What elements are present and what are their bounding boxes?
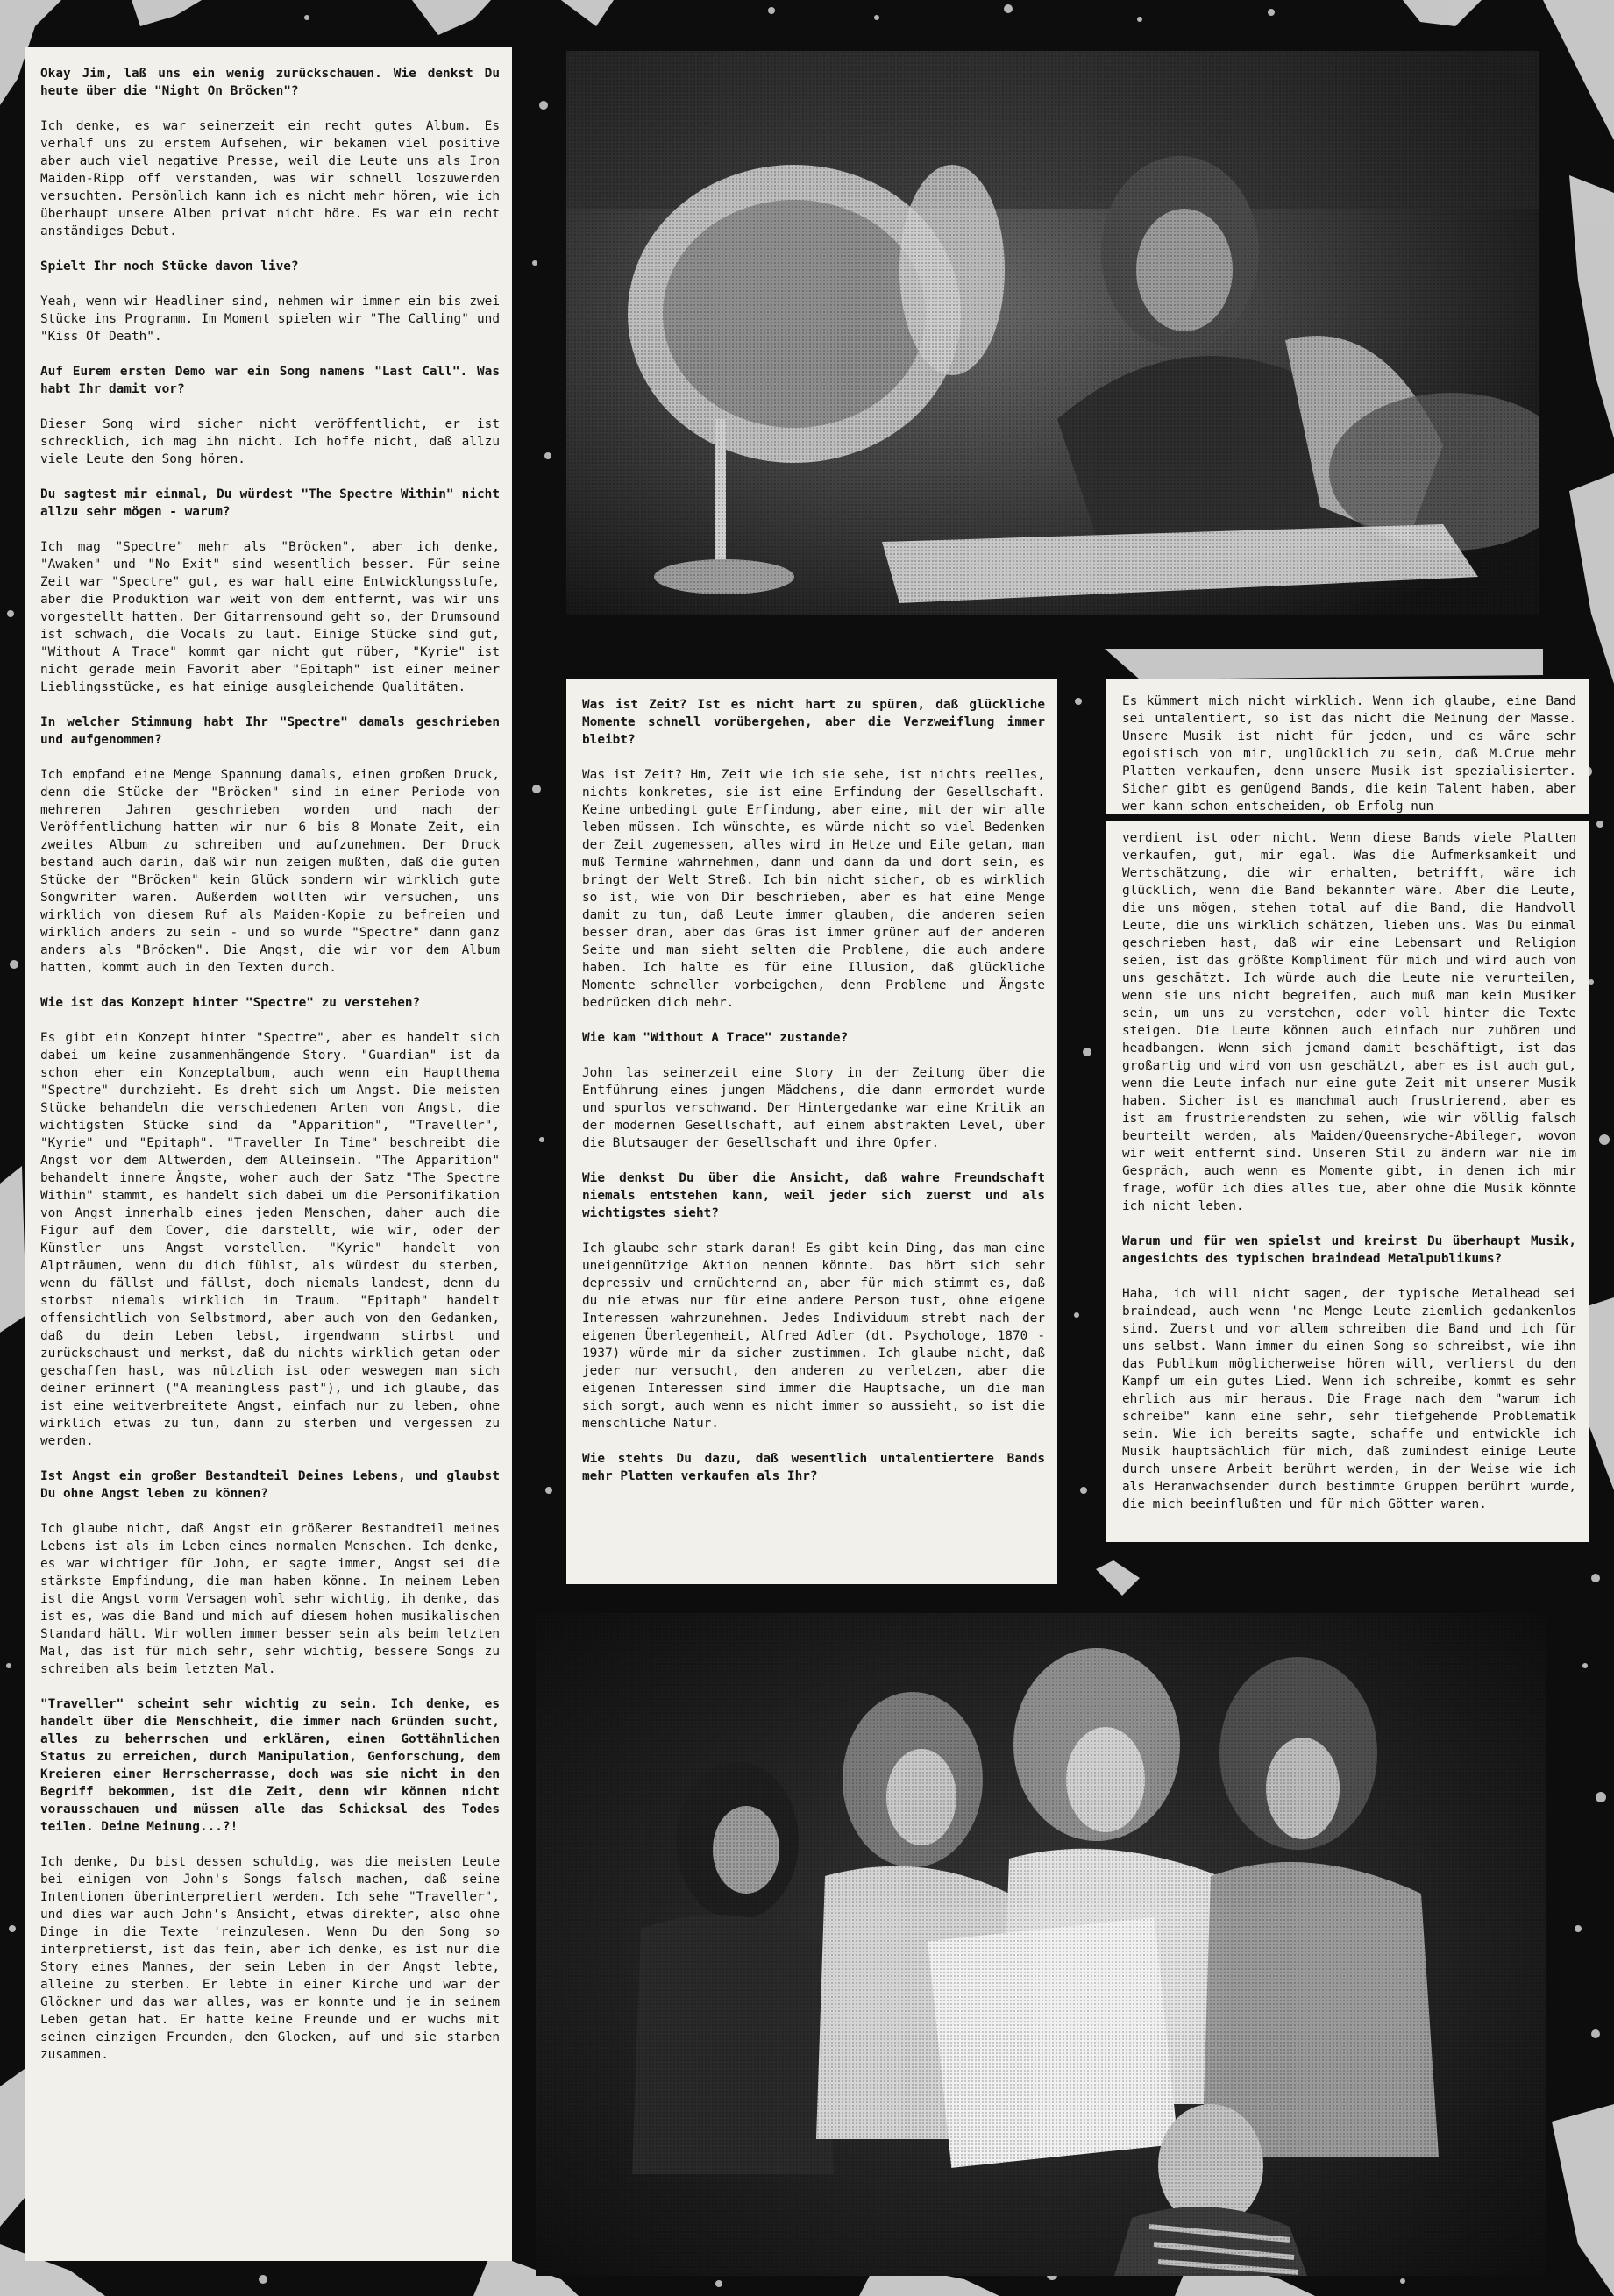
interview-answer: John las seinerzeit eine Story in der Zeitung über die Entführung eines jungen Mädchens, die dann ermordet wurde und spurlos verschwand. Der Hintergedanke war eine Kritik an der modernen Gesellschaft, auf einem abstrakten Level, über die Blutsauger der Gesellschaft und ihre Opfer. xyxy=(582,1066,1045,1150)
drummer-photo xyxy=(566,51,1539,615)
interview-question: Wie ist das Konzept hinter "Spectre" zu verstehen? xyxy=(40,996,421,1010)
interview-question: Was ist Zeit? Ist es nicht hart zu spüren, daß glückliche Momente schnell vorübergehen, aber die Verzweiflung immer bleibt? xyxy=(582,698,1045,747)
interview-answer: verdient ist oder nicht. Wenn diese Bands viele Platten verkaufen, gut, mir egal. Was die Aufmerksamkeit und Wertschätzung, die wir erhalten, betrifft, wäre ich glücklich, wenn die Band bekannter wäre. Aber die Leute, die uns mögen, stehen total auf die Band, die Handvoll Leute, die uns wirklich schätzen, lieben uns. Was Du einmal geschrieben hast, daß wir eine Lebensart und Religion seien, ist das größte Kompliment für mich und wird auch von uns geschätzt. Ich würde auch die Leute nie verurteilen, wenn sie uns nicht begreifen, auch muß man kein Musiker sein, um uns zu verstehen, oder voll hinter die Texte steigen. Die Leute können auch einfach nur zuhören und headbangen. Wenn sich jemand damit beschäftigt, ist das großartig und wird von usn geschätzt, aber es ist auch gut, wenn die Leute infach nur eine gute Zeit mit unserer Musik haben. Sicher ist es manchmal auch frustrierend, aber es ist am frustrierendsten zu sehen, wie wir völlig falsch beurteilt werden, als Maiden/Queensryche-Abileger, wovon wir weit entfernt sind. Unseren Stil zu ändern war nie im Gespräch, auch wenn es Momente gibt, in denen ich mir frage, wofür ich dies alles tue, aber ohne die Musik könnte ich nicht leben. xyxy=(1122,831,1576,1213)
interview-answer: Ich glaube nicht, daß Angst ein größerer Bestandteil meines Lebens ist als im Leben eines normalen Menschen. Ich denke, es war wichtiger für John, er sagte immer, Angst sei die stärkste Empfindung, die man haben könne. In meinem Leben ist die Angst vorm Versagen wohl sehr wichtig, ih denke, das ist es, was die Band und mich auf diesem hohen musikalischen Standard hält. Wir wollen immer besser sein als beim letzten Mal, das ist für mich sehr, sehr wichtig, bessere Songs zu schreiben als beim letzten Mal. xyxy=(40,1522,500,1676)
interview-question: In welcher Stimmung habt Ihr "Spectre" damals geschrieben und aufgenommen? xyxy=(40,715,500,747)
interview-answer: Es kümmert mich nicht wirklich. Wenn ich glaube, eine Band sei untalentiert, so ist das nicht die Meinung der Masse. Unsere Musik ist nicht für jeden, und es wäre sehr egoistisch von mir, unglücklich zu sein, daß M.Crue mehr Platten verkaufen, denn unsere Musik ist spezialisierter. Sicher gibt es genügend Bands, die kein Talent haben, aber wer kann schon entscheiden, ob Erfolg nun xyxy=(1122,694,1576,814)
interview-column-right-bottom xyxy=(1106,821,1589,1542)
interview-question: "Traveller" scheint sehr wichtig zu sein. Ich denke, es handelt über die Menschheit, die immer nach Gründen sucht, alles zu beherrschen und erklären, einen Gottähnlichen Status zu erreichen, durch Manipulation, Genforschung, dem Kreieren einer Herrscherrasse, doch was sie nicht in den Begriff bekommen, ist die Zeit, denn wir können nicht vorausschauen und müssen alle das Schicksal des Todes teilen. Deine Meinung...?! xyxy=(40,1697,500,1834)
band-photo xyxy=(536,1613,1546,2276)
band-photo-image xyxy=(536,1613,1546,2276)
interview-answer: Ich glaube sehr stark daran! Es gibt kein Ding, das man eine uneigennützige Aktion nennen könnte. Das hört sich sehr depressiv und ernüchternd an, aber für mich stimmt es, daß du nie etwas nur für eine andere Person tust, ohne eigene Interessen wahrzunehmen. Jedes Individuum strebt nach der eigenen Überlegenheit, Alfred Adler (dt. Psychologe, 1870 - 1937) würde mir da sicher zustimmen. Ich glaube nicht, daß jeder nur versucht, den anderen zu verletzen, aber die eigenen Interessen sind immer die Hauptsache, um die man sich sorgt, auch wenn es nicht immer so aussieht, so ist die menschliche Natur. xyxy=(582,1241,1045,1431)
drummer-photo-image xyxy=(566,51,1539,615)
interview-answer: Ich denke, es war seinerzeit ein recht gutes Album. Es verhalf uns zu erstem Aufsehen, wir bekamen viel positive aber auch viel negative Presse, weil die Leute uns als Iron Maiden-Ripp off verstanden, was wir schnell loszuwerden versuchten. Persönlich kann ich es nicht mehr hören, wie ich überhaupt unsere Alben privat nicht höre. Es war ein recht anständiges Debut. xyxy=(40,119,500,238)
interview-answer: Ich mag "Spectre" mehr als "Bröcken", aber ich denke, "Awaken" und "No Exit" sind wesentlich besser. Für seine Zeit war "Spectre" gut, es war halt eine Entwicklungsstufe, aber die Produktion war weit von dem entfernt, was wir uns vorgestellt hatten. Der Gitarrensound geht so, der Drumsound ist schwach, die Vocals zu laut. Einige Stücke sind gut, "Without A Trace" kommt gar nicht gut rüber, "Kyrie" ist nicht gerade mein Favorit aber "Epitaph" ist einer meiner Lieblingsstücke, es hat einige ausgleichende Qualitäten. xyxy=(40,540,500,694)
interview-question: Spielt Ihr noch Stücke davon live? xyxy=(40,259,299,274)
interview-answer: Es gibt ein Konzept hinter "Spectre", aber es handelt sich dabei um keine zusammenhängende Story. "Guardian" ist da schon eher ein Konzeptalbum, auch wenn ein Hauptthema "Spectre" durchzieht. Es dreht sich um Angst. Die meisten Stücke behandeln die verschiedenen Arten von Angst, die wichtigsten Stücke sind da "Apparition", "Traveller", "Kyrie" und "Epitaph". "Traveller In Time" beschreibt die Angst vor dem Altwerden, dem Alleinsein. "The Apparition" behandelt innere Ängste, woher auch der Satz "The Spectre Within" stammt, es handelt sich dabei um die Personifikation von Angst innerhalb eines jeden Menschen, daher auch die Figur auf dem Cover, die darstellt, wie wir, oder der Künstler uns Angst vorstellen. "Kyrie" handelt von Alpträumen, wenn du dich fühlst, als würdest du sterben, wenn du fällst und fällst, doch niemals landest, denn du storbst niemals wirklich im Traum. "Epitaph" handelt offensichtlich von Selbstmord, aber auch von den Gedanken, daß du dein Leben lebst, irgendwann stirbst und zurückschaust und merkst, daß du nichts wirklich getan oder geschaffen hast, was nützlich ist oder weswegen man sich deiner erinnert ("A meaningless past"), und ich glaube, das ist eine weitverbreitete Angst, einfach nur zu leben, ohne wirklich etwas zu tun, dann zu sterben und vergessen zu werden. xyxy=(40,1031,500,1448)
interview-question: Ist Angst ein großer Bestandteil Deines Lebens, und glaubst Du ohne Angst leben zu können? xyxy=(40,1469,500,1501)
interview-question: Wie stehts Du dazu, daß wesentlich untalentiertere Bands mehr Platten verkaufen als Ihr? xyxy=(582,1452,1045,1483)
interview-answer: Dieser Song wird sicher nicht veröffentlicht, er ist schrecklich, ich mag ihn nicht. Ich hoffe nicht, daß allzu viele Leute den Song hören. xyxy=(40,417,500,466)
interview-question: Warum und für wen spielst und kreirst Du überhaupt Musik, angesichts des typischen braindead Metalpublikums? xyxy=(1122,1234,1576,1266)
interview-answer: Ich denke, Du bist dessen schuldig, was die meisten Leute bei einigen von John's Songs falsch machen, daß seine Intentionen überinterpretiert werden. Ich sehe "Traveller", und dies war auch John's Ansicht, etwas direkter, also ohne Dinge in die Texte 'reinzulesen. Wenn Du den Song so interpretierst, ist das fein, aber ich denke, es ist nur die Story eines Mannes, der sein Leben in der Angst lebte, alleine zu sterben. Er lebte in einer Kirche und war der Glöckner und das war alles, was er konnte und je in seinem Leben getan hat. Er hatte keine Freunde und er wuchs mit seinen einzigen Freunden, den Glocken, auf und sie starben zusammen. xyxy=(40,1855,500,2062)
interview-answer: Ich empfand eine Menge Spannung damals, einen großen Druck, denn die Stücke der "Bröcken" sind in einer Periode von mehreren Jahren geschrieben worden und nach der Veröffentlichung hatten wir nur 6 bis 8 Monate Zeit, ein zweites Album zu schreiben und aufzunehmen. Der Druck bestand auch darin, daß wir nun zeigen mußten, daß die guten Stücke der "Bröcken" kein Glück sondern wir wirklich gute Songwriter waren. Außerdem wollten wir versuchen, uns wirklich von diesem Ruf als Maiden-Kopie zu befreien und wirklich anders zu sein - und so wurde "Spectre" dann ganz anders als "Bröcken". Die Angst, die wir vor dem Album hatten, kommt auch in den Texten durch. xyxy=(40,768,500,975)
interview-answer: Yeah, wenn wir Headliner sind, nehmen wir immer ein bis zwei Stücke ins Programm. Im Moment spielen wir "The Calling" und "Kiss Of Death". xyxy=(40,295,500,344)
interview-question: Auf Eurem ersten Demo war ein Song namens "Last Call". Was habt Ihr damit vor? xyxy=(40,365,500,396)
interview-column-middle xyxy=(566,679,1057,1584)
interview-answer: Was ist Zeit? Hm, Zeit wie ich sie sehe, ist nichts reelles, nichts konkretes, sie ist eine Erfindung der Gesellschaft. Keine unbedingt gute Erfindung, aber eine, mit der wir alle leben müssen. Ich wünschte, es würde nicht so viel Bedenken der Zeit zugemessen, alles wird in Hetze und Eile getan, man muß Termine wahrnehmen, dann und dann da und dort sein, es bringt der Welt Streß. Ich bin nicht sicher, ob es wirklich so ist, wie von Dir beschrieben, aber es hat eine Menge damit zu tun, daß Leute immer glauben, die anderen seien besser dran, aber das Gras ist immer grüner auf der anderen Seite und man sieht selten die Probleme, die auch andere haben. Ich halte es für eine Illusion, daß glückliche Momente schneller vorbeigehen, denn Probleme und Ängste bedrücken dich mehr. xyxy=(582,768,1045,1010)
interview-question: Wie denkst Du über die Ansicht, daß wahre Freundschaft niemals entstehen kann, weil jeder sich zuerst und als wichtigstes sieht? xyxy=(582,1171,1045,1220)
interview-question: Okay Jim, laß uns ein wenig zurückschauen. Wie denkst Du heute über die "Night On Bröcken"? xyxy=(40,67,500,98)
interview-question: Du sagtest mir einmal, Du würdest "The Spectre Within" nicht allzu sehr mögen - warum? xyxy=(40,487,500,519)
interview-answer: Haha, ich will nicht sagen, der typische Metalhead sei braindead, auch wenn 'ne Menge Leute ziemlich gedankenlos sind. Zuerst und vor allem schreiben die Band und ich für uns selbst. Wann immer du einen Song so schreibst, wie ihn das Publikum möglicherweise hören will, verlierst du den Kampf um ein gutes Lied. Wenn ich schreibe, kommt es sehr ehrlich aus mir heraus. Die Frage nach dem "warum ich schreibe" kann eine sehr, sehr tiefgehende Problematik sein. Wie ich bereits sagte, schaffe und entwickle ich Musik hauptsächlich für mich, daß zumindest einige Leute durch unsere Arbeit berührt werden, in der Weise wie ich als Heranwachsender durch bestimmte Gruppen berührt wurde, die mich beeinflußten und für mich Götter waren. xyxy=(1122,1287,1576,1511)
interview-question: Wie kam "Without A Trace" zustande? xyxy=(582,1031,849,1045)
interview-column-left xyxy=(25,47,512,2261)
interview-column-right-top xyxy=(1106,679,1589,814)
